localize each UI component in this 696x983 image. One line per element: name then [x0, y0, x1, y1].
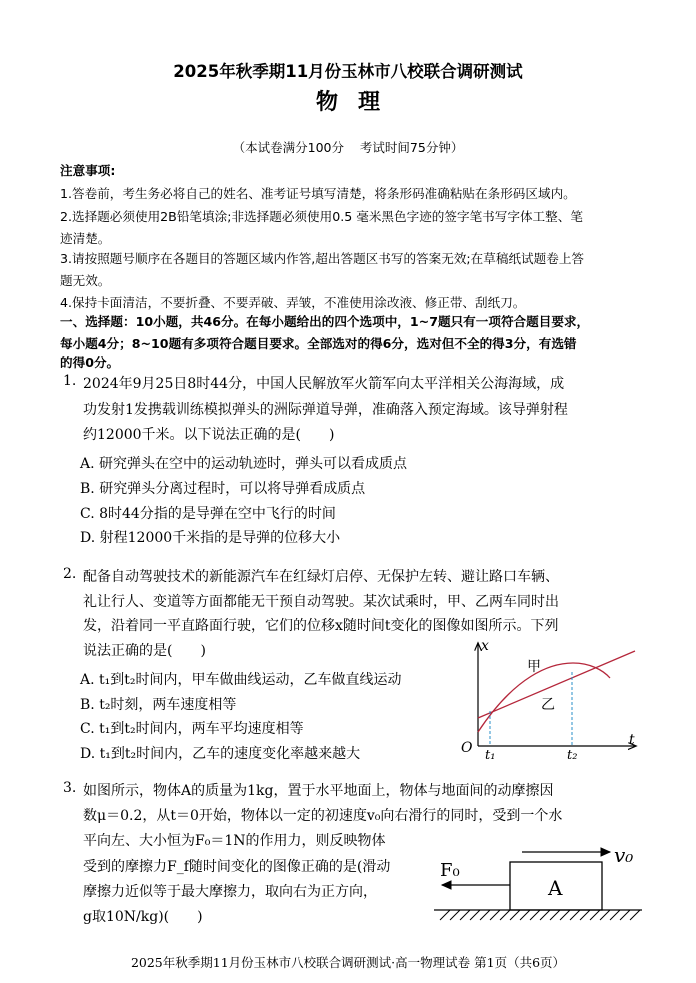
note-line: 2.选择题必须使用2B铅笔填涂;非选择题必须使用0.5 毫米黑色字迹的签字笔书写字体工整、笔 — [60, 209, 583, 224]
question-text: 功发射1发携载训练模拟弹头的洲际弹道导弹，准确落入预定海域。该导弹射程 — [83, 402, 568, 418]
option-a: A. t₁到t₂时间内，甲车做曲线运动，乙车做直线运动 — [80, 672, 402, 688]
y-axis-label: x — [481, 638, 489, 654]
question-number: 1. — [63, 373, 77, 389]
ground-hatch — [440, 910, 640, 920]
note-line: 迹清楚。 — [60, 231, 111, 246]
option-d: D. 射程12000千米指的是导弹的位移大小 — [80, 530, 341, 546]
note-line: 题无效。 — [60, 273, 111, 288]
question-text: 约12000千米。以下说法正确的是( ) — [83, 427, 335, 443]
question-text: 配备自动驾驶技术的新能源汽车在红绿灯启停、无保护左转、避让路口车辆、 — [83, 569, 559, 585]
option-a: A. 研究弹头在空中的运动轨迹时，弹头可以看成质点 — [80, 456, 408, 472]
block-a-label: A — [548, 876, 563, 900]
origin-label: O — [461, 740, 473, 756]
line-yi — [478, 651, 635, 718]
yi-label: 乙 — [541, 697, 555, 713]
notes-title: 注意事项: — [60, 163, 116, 178]
x-axis-label: t — [629, 732, 635, 748]
option-c: C. t₁到t₂时间内，两车平均速度相等 — [80, 721, 304, 737]
question-text: 数μ＝0.2，从t＝0开始，物体以一定的初速度v₀向右滑行的同时，受到一个水 — [83, 808, 563, 824]
section-line: 一、选择题：10小题，共46分。在每小题给出的四个选项中，1~7题只有一项符合题目要求， — [60, 314, 590, 329]
option-c: C. 8时44分指的是导弹在空中飞行的时间 — [80, 506, 336, 522]
question-text: 发，沿着同一平直路面行驶，它们的位移x随时间t变化的图像如图所示。下列 — [83, 618, 559, 634]
option-b: B. t₂时刻，两车速度相等 — [80, 697, 237, 713]
note-line: 1.答卷前，考生务必将自己的姓名、准考证号填写清楚，将条形码准确粘贴在条形码区域内。 — [60, 186, 576, 201]
option-d: D. t₁到t₂时间内，乙车的速度变化率越来越大 — [80, 746, 361, 762]
question-text: 如图所示，物体A的质量为1kg，置于水平地面上，物体与地面间的动摩擦因 — [83, 783, 554, 799]
exam-title: 2025年秋季期11月份玉林市八校联合调研测试 — [173, 62, 523, 81]
v0-label: v₀ — [614, 843, 634, 867]
subject-title: 物理 — [315, 90, 400, 115]
note-line: 4.保持卡面清洁，不要折叠、不要弄破、弄皱，不准使用涂改液、修正带、刮纸刀。 — [60, 295, 526, 310]
exam-meta: （本试卷满分100分 考试时间75分钟） — [232, 140, 464, 155]
question-number: 2. — [63, 566, 77, 582]
question-text: 2024年9月25日8时44分，中国人民解放军火箭军向太平洋相关公海海域，成 — [83, 376, 565, 392]
question-text: 受到的摩擦力F_f随时间变化的图像正确的是(滑动 — [83, 859, 391, 875]
question-text: 说法正确的是( ) — [83, 643, 206, 659]
jia-label: 甲 — [527, 659, 541, 675]
t2-label: t₂ — [567, 748, 578, 763]
section-line: 的得0分。 — [60, 355, 120, 370]
question-number: 3. — [63, 780, 77, 796]
question-text: 摩擦力近似等于最大摩擦力，取向右为正方向， — [83, 884, 377, 900]
f0-label: F₀ — [440, 860, 460, 881]
t1-label: t₁ — [485, 748, 496, 763]
xt-graph-figure — [455, 636, 645, 764]
question-text: 礼让行人、变道等方面都能无干预自动驾驶。某次试乘时，甲、乙两车同时出 — [83, 594, 559, 610]
section-line: 每小题4分；8~10题有多项符合题目要求。全部选对的得6分，选对但不全的得3分，有选错 — [60, 336, 577, 351]
block-force-figure — [430, 840, 650, 930]
question-text: 平向左、大小恒为F₀＝1N的作用力，则反映物体 — [83, 833, 386, 849]
option-b: B. 研究弹头分离过程时，可以将导弹看成质点 — [80, 481, 366, 497]
question-text: g取10N/kg)( ) — [83, 909, 203, 925]
page-footer: 2025年秋季期11月份玉林市八校联合调研测试·高一物理试卷 第1页（共6页） — [130, 955, 566, 970]
note-line: 3.请按照题号顺序在各题目的答题区域内作答,超出答题区书写的答案无效;在草稿纸试题卷上答 — [60, 251, 585, 266]
